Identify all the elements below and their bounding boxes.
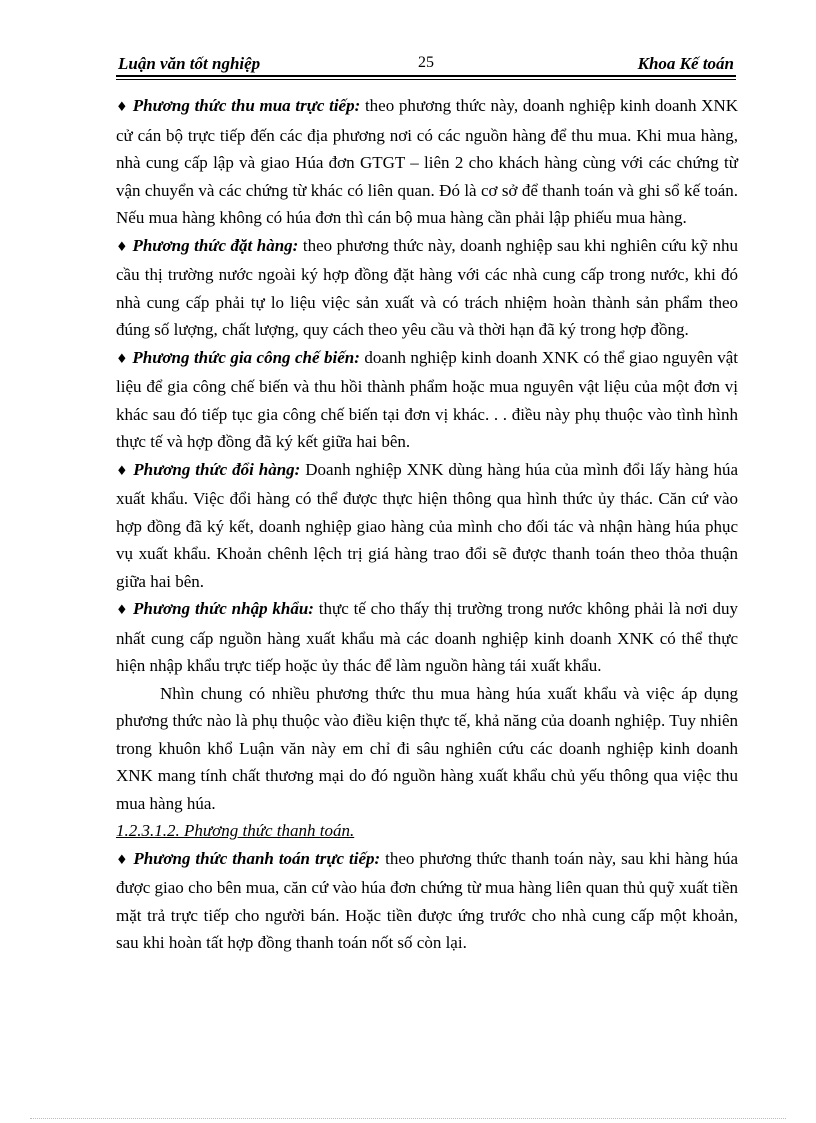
paragraph-text: Doanh nghiệp XNK dùng hàng húa của mình đổi lấy hàng húa xuất khẩu. Việc đổi hàng có thể được thực hiện thông qua hình thức ủy thác. Căn cứ vào hợp đồng đã ký kết, doanh nghiệp giao hàng của mình cho đối tác và nhận hàng húa phục vụ xuất khẩu. Khoản chênh lệch trị giá hàng trao đổi sẽ được thanh toán theo thỏa thuận giữa hai bên. xyxy=(116,459,739,591)
bullet-diamond-icon: ♦ xyxy=(116,603,129,618)
paragraph-direct-purchase xyxy=(116,92,738,232)
bullet-diamond-icon: ♦ xyxy=(116,463,129,479)
paragraph-direct-payment xyxy=(116,845,738,957)
paragraph-import xyxy=(116,595,738,680)
term-label: Phương thức thu mua trực tiếp: xyxy=(132,96,361,115)
paragraph-text: theo phương thức này, doanh nghiệp sau khi nghiên cứu kỹ nhu cầu thị trường nước ngoài ký hợp đồng đặt hàng với các nhà cung cấp trong nước, khi đó nhà cung cấp phải tự lo liệu việc sản xuất và có trách nhiệm hoàn thành sản phẩm theo đúng số lượng, chất lượng, quy cách theo yêu cầu và thời hạn đã ký trong hợp đồng. xyxy=(116,235,739,339)
paragraph-text: theo phương thức thanh toán này, sau khi hàng húa được giao cho bên mua, căn cứ vào húa đơn chứng từ mua hàng liên quan thủ quỹ xuất tiền mặt trả trực tiếp cho người bán. Hoặc tiền được ứng trước cho nhà cung cấp một khoản, sau khi hoàn tất hợp đồng thanh toán nốt số còn lại. xyxy=(116,848,738,952)
page-number: 25 xyxy=(418,54,434,71)
term-label: Phương thức thanh toán trực tiếp: xyxy=(133,848,381,868)
paragraph-text: doanh nghiệp kinh doanh XNK có thể giao nguyên vật liệu để gia công chế biến và thu hồi thành phẩm hoặc mua nguyên vật liệu của một đơn vị khác sau đó tiếp tục gia công chế biến tại đơn vị khác. . . điều này phụ thuộc vào tình hình thực tế và hợp đồng đã ký kết giữa hai bên. xyxy=(116,347,739,451)
term-label: Phương thức đổi hàng: xyxy=(133,459,301,479)
paragraph-processing xyxy=(116,344,738,456)
header-faculty: Khoa Kế toán xyxy=(637,54,734,73)
paragraph-order xyxy=(116,232,738,344)
paragraph-barter xyxy=(116,456,738,596)
bullet-diamond-icon: ♦ xyxy=(116,351,128,367)
term-label: Phương thức nhập khẩu: xyxy=(133,599,314,618)
bullet-diamond-icon: ♦ xyxy=(116,100,129,115)
section-heading: 1.2.3.1.2. Phương thức thanh toán. xyxy=(116,821,355,840)
term-label: Phương thức gia công chế biến: xyxy=(132,347,360,367)
footer-dotted-line xyxy=(30,1118,786,1119)
header-rule xyxy=(116,75,736,80)
bullet-diamond-icon: ♦ xyxy=(116,852,129,868)
bullet-diamond-icon: ♦ xyxy=(116,239,128,255)
header-thesis-title: Luận văn tốt nghiệp xyxy=(118,54,261,73)
document-body xyxy=(116,92,738,957)
paragraph-text: theo phương thức này, doanh nghiệp kinh doanh XNK cử cán bộ trực tiếp đến các địa phương nơi có các nguồn hàng để thu mua. Khi mua hàng, nhà cung cấp lập và giao Húa đơn GTGT – liên 2 cho khách hàng cùng với các chứng từ vận chuyển và các chứng từ khác có liên quan. Đó là cơ sở để thanh toán và ghi sổ kế toán. Nếu mua hàng không có húa đơn thì cán bộ mua hàng cần phải lập phiếu mua hàng. xyxy=(116,96,739,227)
paragraph-text: thực tế cho thấy thị trường trong nước không phải là nơi duy nhất cung cấp nguồn hàng xuất khẩu mà các doanh nghiệp kinh doanh XNK có thể thực hiện nhập khẩu trực tiếp hoặc ủy thác để làm nguồn hàng tái xuất khẩu. xyxy=(116,599,739,675)
page-header xyxy=(118,54,734,76)
summary-paragraph: Nhìn chung có nhiều phương thức thu mua hàng húa xuất khẩu và việc áp dụng phương thức nào là phụ thuộc vào điều kiện thực tế, khả năng của doanh nghiệp. Tuy nhiên trong khuôn khổ Luận văn này em chỉ đi sâu nghiên cứu các doanh nghiệp kinh doanh XNK mang tính chất thương mại do đó nguồn hàng xuất khẩu chủ yếu thông qua việc thu mua hàng húa. xyxy=(116,683,738,813)
term-label: Phương thức đặt hàng: xyxy=(132,235,299,255)
